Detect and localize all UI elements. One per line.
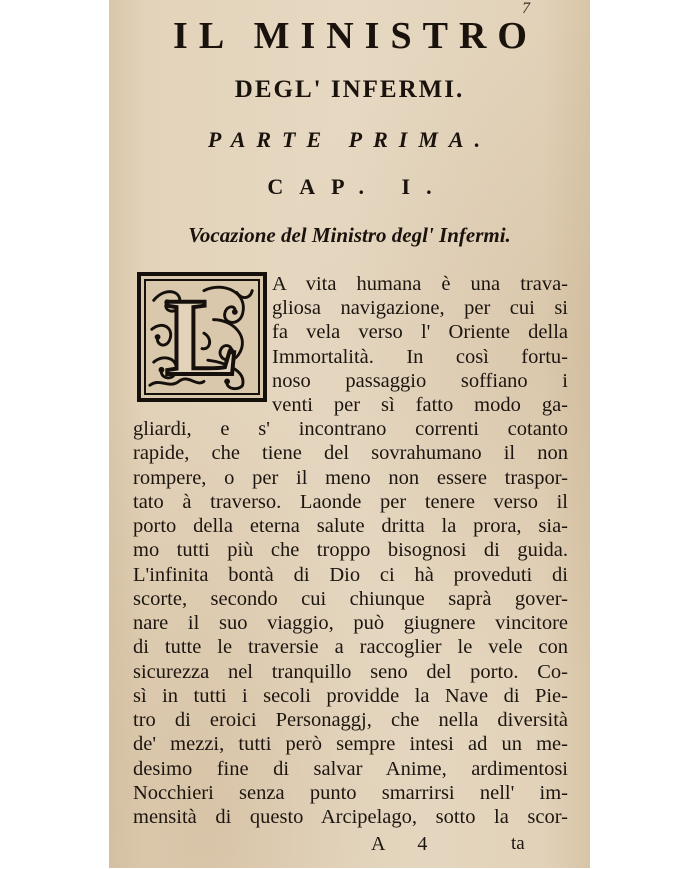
signature-mark: A 4 — [371, 833, 442, 855]
text-line: tato à traverso. Laonde per tenere verso il — [133, 491, 568, 513]
catchword: ta — [511, 833, 525, 854]
text-line: venti per sì fatto modo ga- — [272, 394, 568, 416]
text-line: A vita humana è una trava- — [272, 273, 568, 295]
text-line: L'infinita bontà di Dio ci hà proveduti di — [133, 564, 568, 586]
text-line: mo tutti più che troppo bisognosi di guida. — [133, 539, 568, 561]
page-number: 7 — [522, 0, 530, 17]
text-line: scorte, secondo cui chiunque saprà gover- — [133, 588, 568, 610]
chapter-number: CAP. I. — [267, 174, 448, 199]
text-line: gliosa navigazione, per cui si — [272, 297, 568, 319]
text-line: di tutte le traversie a raccoglier le vele con — [133, 636, 568, 658]
text-line: de' mezzi, tutti però sempre intesi ad un me- — [133, 733, 568, 755]
text-line: rapide, che tiene del sovrahumano il non — [133, 442, 568, 464]
book-subtitle: DEGL' INFERMI. — [234, 76, 465, 103]
text-line: tro di eroici Personaggj, che nella diversità — [133, 709, 568, 731]
ornamental-initial — [137, 272, 267, 402]
text-line: gliardi, e s' incontrano correnti cotanto — [133, 418, 568, 440]
text-line: porto della eterna salute dritta la prora, sia- — [133, 515, 568, 537]
text-line: mensità di questo Arcipelago, sotto la scor- — [133, 806, 568, 828]
text-line: Immortalità. In così fortu- — [272, 346, 568, 368]
book-title: IL MINISTRO — [173, 15, 538, 57]
text-line: rompere, o per il meno non essere traspor- — [133, 467, 568, 489]
text-line: nare il suo viaggio, può giugnere vincitore — [133, 612, 568, 634]
text-line: sicurezza nel tranquillo seno del porto. Co- — [133, 661, 568, 683]
drop-cap-letter: L — [165, 279, 239, 395]
chapter-title: Vocazione del Ministro degl' Infermi. — [188, 223, 511, 247]
text-line: Nocchieri senza punto smarrirsi nell' im- — [133, 782, 568, 804]
text-line: sì in tutti i secoli providde la Nave di Pie- — [133, 685, 568, 707]
text-line: noso passaggio soffiano i — [272, 370, 568, 392]
text-line: desimo fine di salvar Anime, ardimentosi — [133, 758, 568, 780]
text-line: fa vela verso l' Oriente della — [272, 321, 568, 343]
part-heading: PARTE PRIMA. — [207, 127, 492, 152]
ornament-frame — [144, 279, 260, 395]
book-page — [109, 0, 590, 868]
